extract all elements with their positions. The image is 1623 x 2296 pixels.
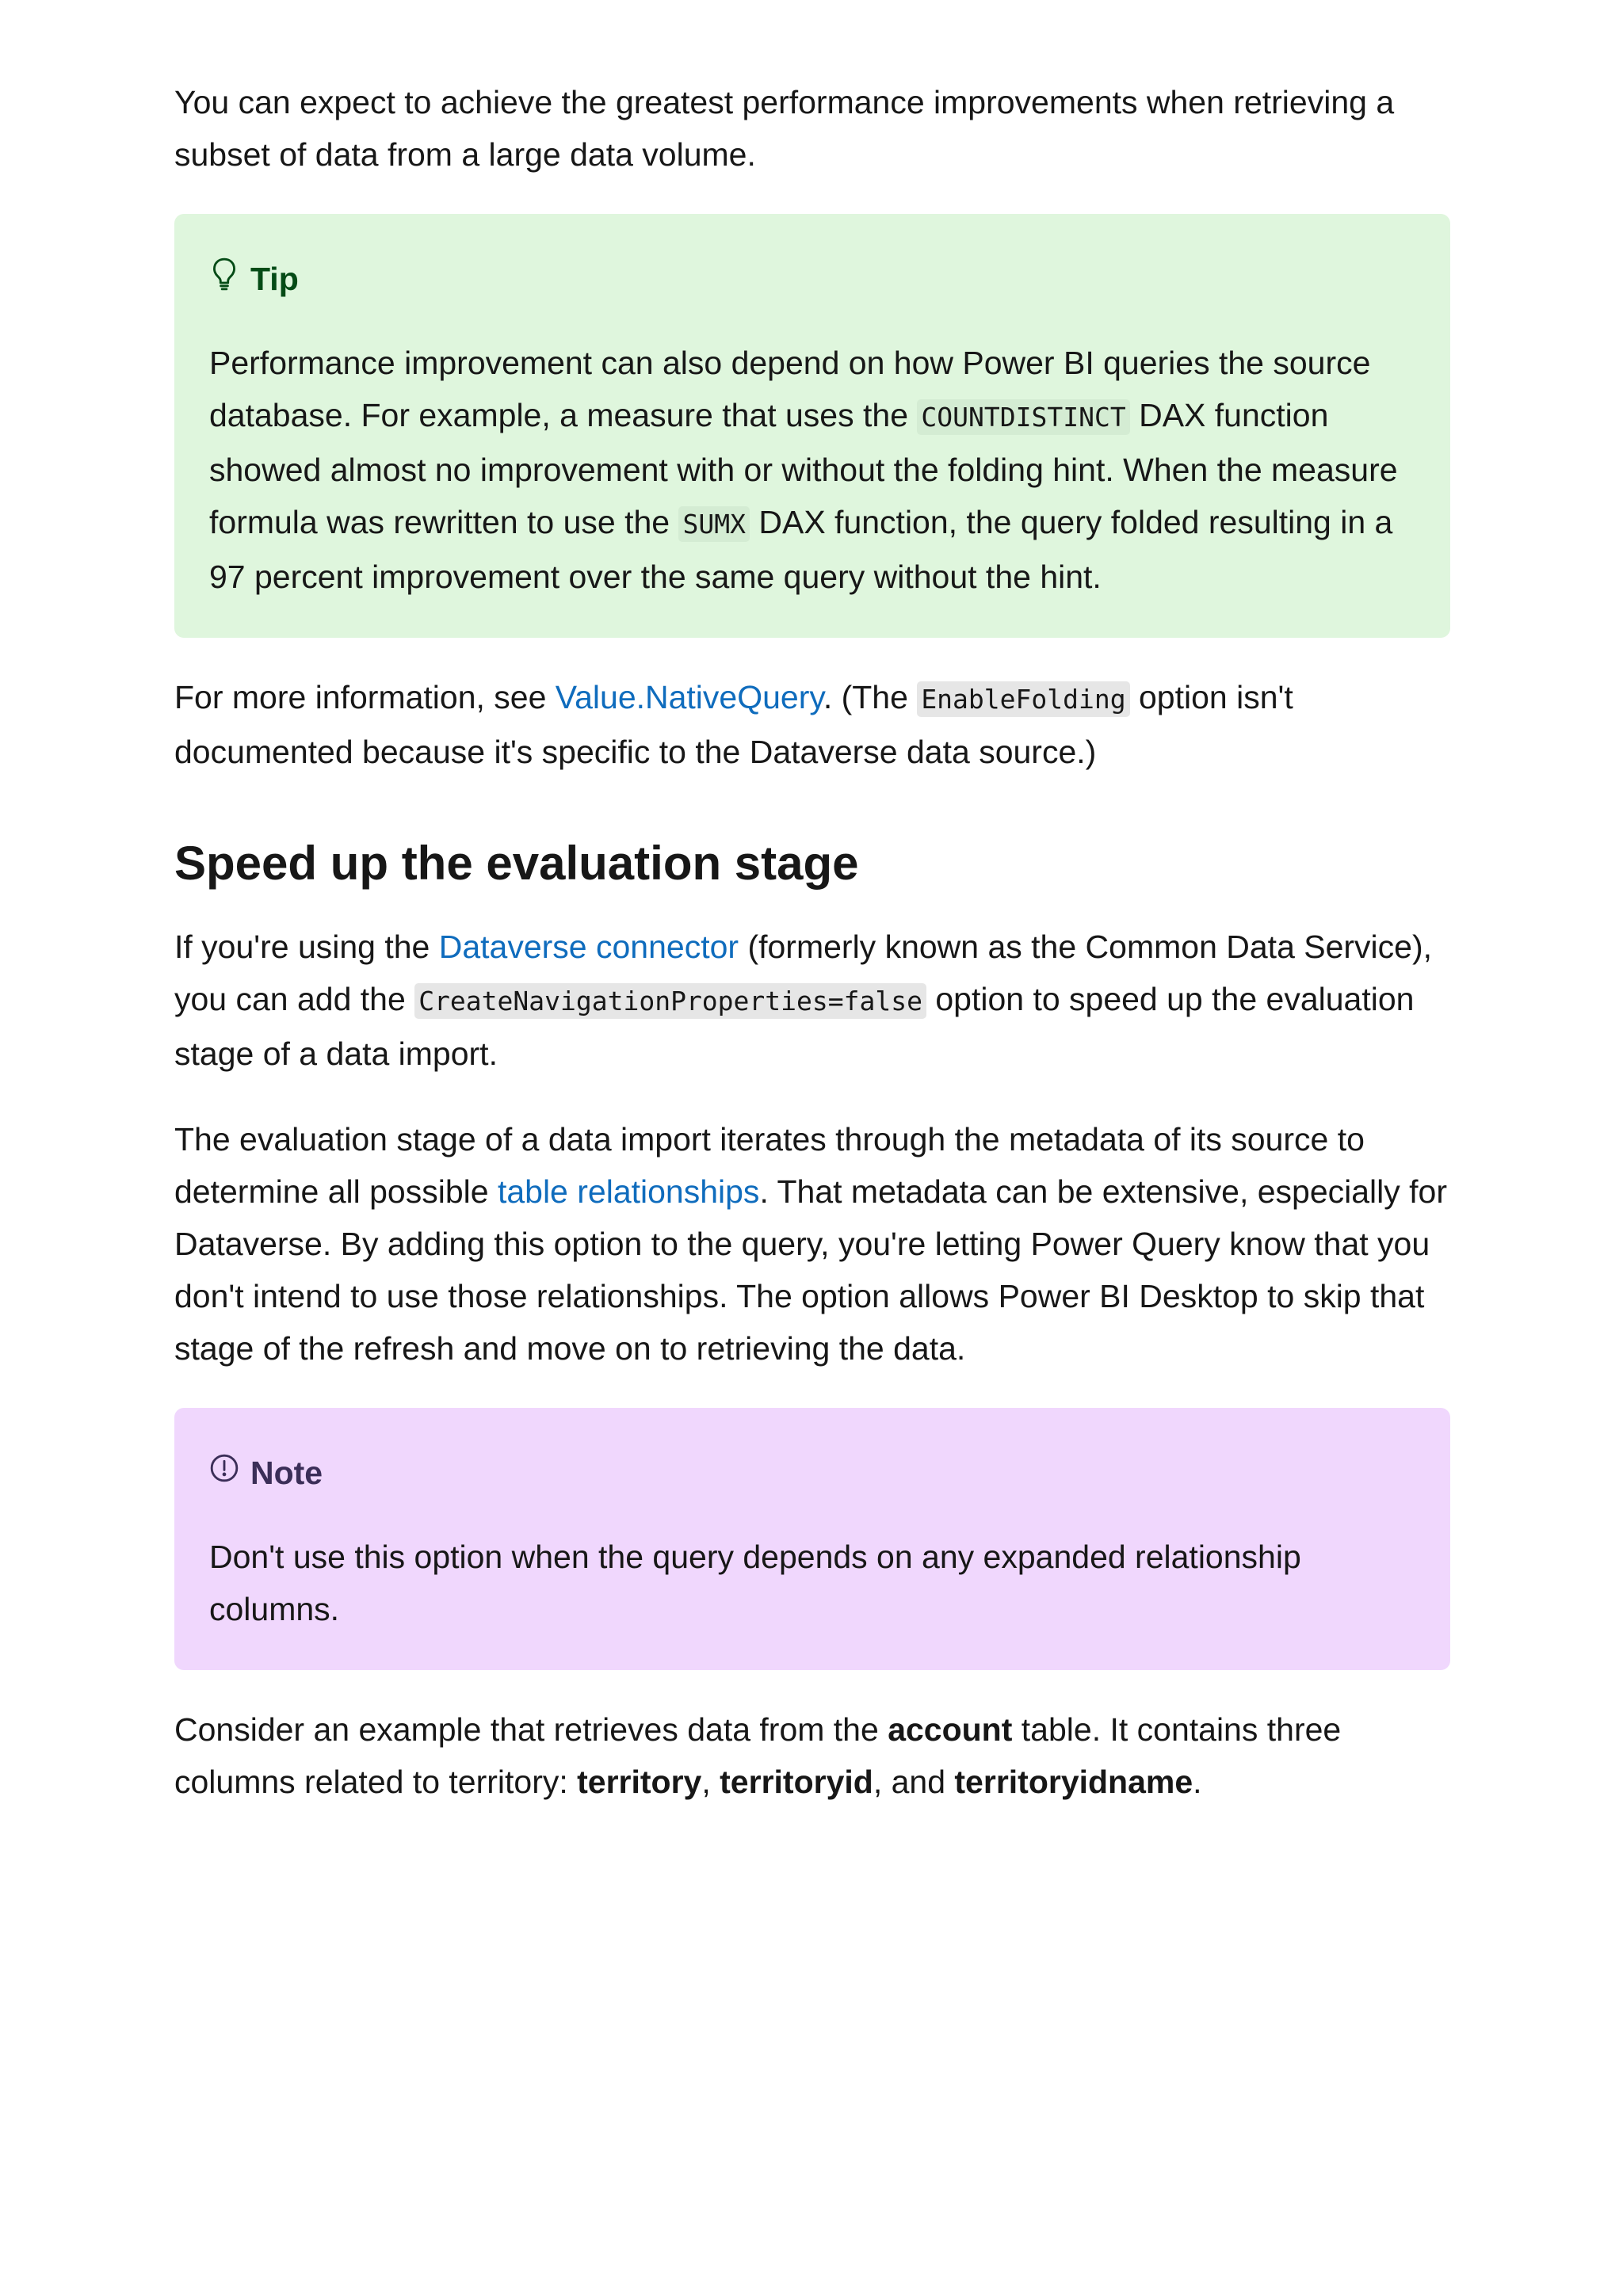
more-info-text-1: For more information, see [174,679,556,715]
tip-code-countdistinct: COUNTDISTINCT [917,399,1129,435]
tip-code-sumx: SUMX [678,506,749,542]
evaluation-paragraph [174,1113,1450,1375]
example-paragraph [174,1703,1450,1808]
dataverse-connector-link[interactable]: Dataverse connector [438,929,739,965]
more-info-paragraph [174,671,1450,778]
article-content [174,76,1450,1808]
tip-text-3: DAX function, the query folded resulting in a 97 percent improvement over the same query without the hint. [209,504,1393,595]
lightbulb-icon [209,257,250,300]
example-text-4: , and [873,1764,955,1800]
account-bold: account [888,1711,1013,1748]
tip-title: Tip [250,260,299,297]
connector-paragraph [174,921,1450,1080]
tip-body [209,337,1415,603]
evaluation-text-2: . That metadata can be extensive, especially for Dataverse. By adding this option to the query, you're letting Power Query know that you don't intend to use those relationships. The option allows Power BI Desktop to skip that stage of the refresh and move on to retrieving the data. [174,1173,1448,1367]
note-title: Note [250,1454,323,1491]
connector-text-3: option to speed up the evaluation stage of a data import. [174,981,1415,1072]
section-heading: Speed up the evaluation stage [174,837,859,890]
intro-text: You can expect to achieve the greatest performance improvements when retrieving a subset of data from a large data volume. [174,84,1395,173]
tip-header [209,257,1415,300]
create-navigation-properties-code: CreateNavigationProperties=false [414,983,926,1019]
tip-text-2: DAX function showed almost no improvement with or without the folding hint. When the measure formula was rewritten to use the [209,397,1398,540]
note-header [209,1451,1415,1494]
tip-text-1: Performance improvement can also depend on how Power BI queries the source database. For example, a measure that uses the [209,345,1371,433]
note-body: Don't use this option when the query depends on any expanded relationship columns. [209,1539,1301,1627]
example-text-5: . [1193,1764,1202,1800]
note-callout [174,1408,1450,1670]
connector-text-2: (formerly known as the Common Data Service), you can add the [174,929,1433,1017]
more-info-text-2: . (The [823,679,918,715]
tip-callout [174,214,1450,638]
territoryidname-bold: territoryidname [954,1764,1193,1800]
territoryid-bold: territoryid [720,1764,873,1800]
example-text-2: table. It contains three columns related to territory: [174,1711,1342,1800]
intro-paragraph [174,76,1450,181]
example-text-1: Consider an example that retrieves data from the [174,1711,888,1748]
evaluation-text-1: The evaluation stage of a data import iterates through the metadata of its source to determine all possible [174,1121,1365,1210]
connector-text-1: If you're using the [174,929,439,965]
territory-bold: territory [577,1764,702,1800]
table-relationships-link[interactable]: table relationships [497,1173,760,1210]
example-text-3: , [701,1764,720,1800]
enablefolding-code: EnableFolding [917,681,1129,717]
more-info-text-3: option isn't documented because it's specific to the Dataverse data source.) [174,679,1293,770]
info-circle-icon [209,1451,250,1494]
value-nativequery-link[interactable]: Value.NativeQuery [555,679,823,715]
